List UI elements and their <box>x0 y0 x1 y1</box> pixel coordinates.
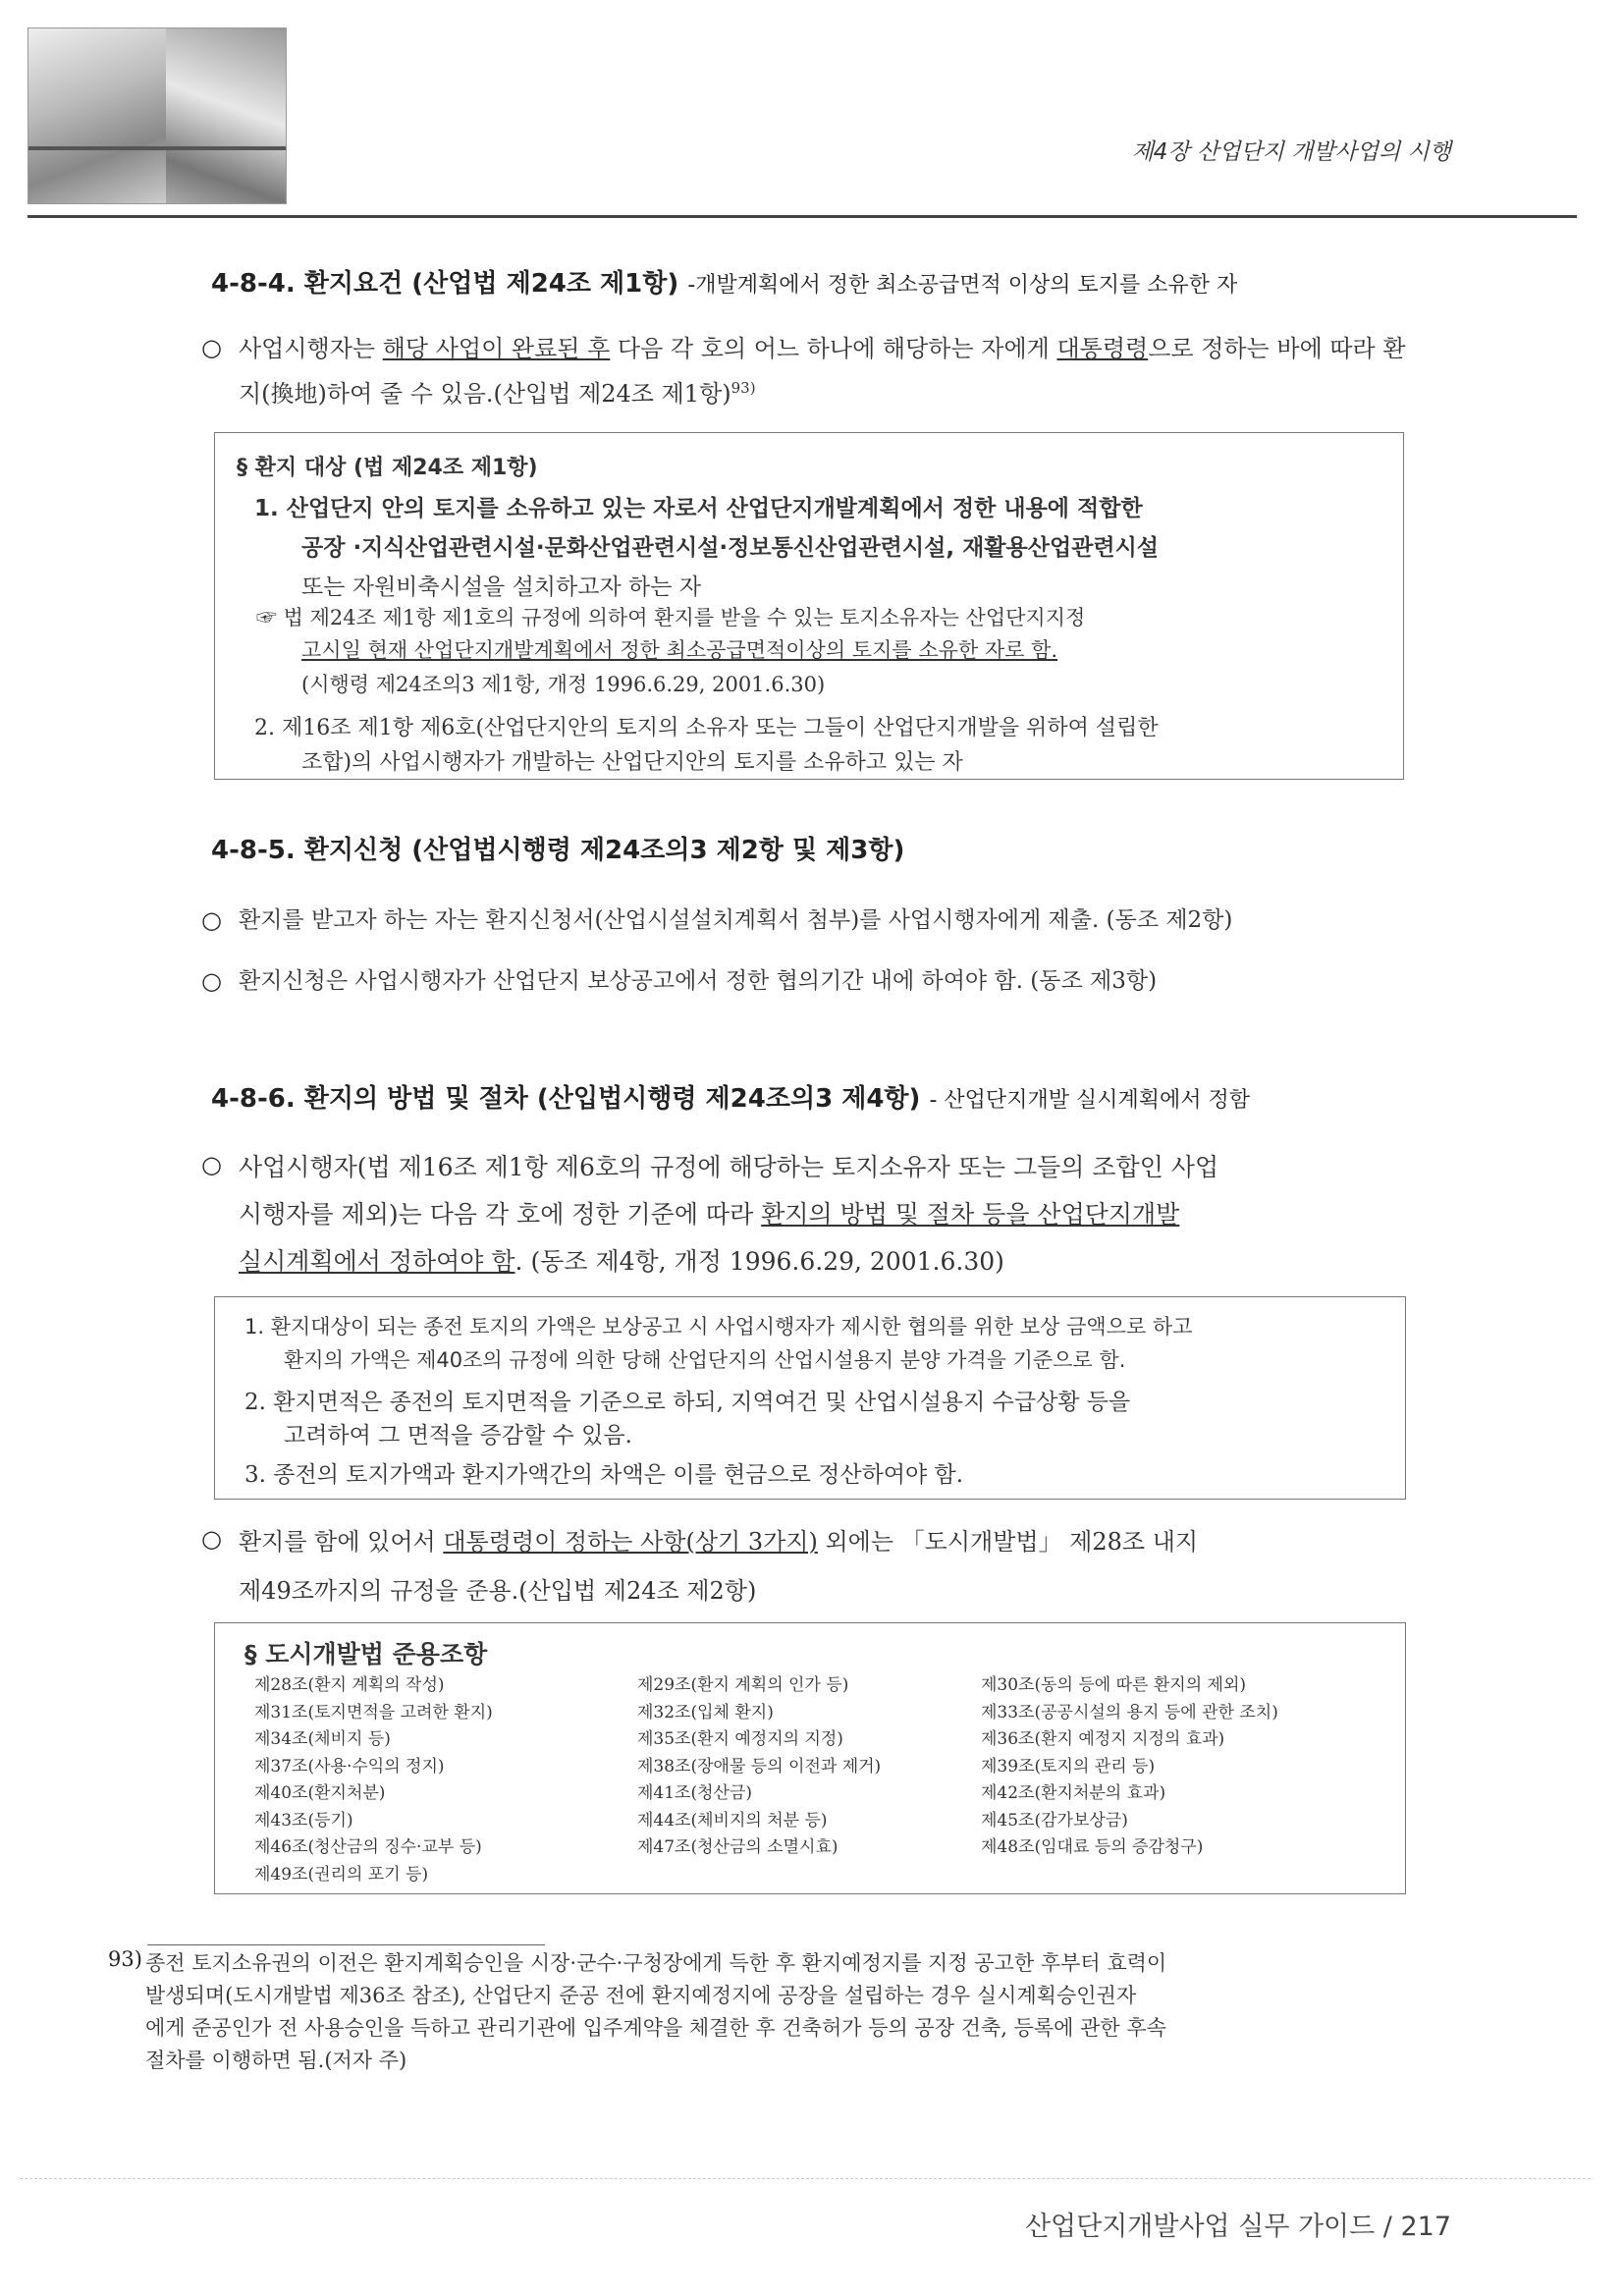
section-486-title: 4-8-6. 환지의 방법 및 절차 (산입법시행령 제24조의3 제4항) <box>211 1084 921 1114</box>
article-item: 제32조(입체 환지) <box>637 1702 774 1722</box>
article-item: 제48조(임대료 등의 증감청구) <box>981 1837 1204 1857</box>
eligibility-note-line-1: ☞ 법 제24조 제1항 제1호의 규정에 의하여 환지를 받을 수 있는 토지소유자는 산업단지지정 <box>256 606 1086 629</box>
footnote-rule <box>147 1944 545 1945</box>
bullet-marker: ○ <box>201 334 222 361</box>
bullet-marker: ○ <box>201 906 222 934</box>
article-item: 제46조(청산금의 징수·교부 등) <box>254 1837 482 1857</box>
section-484-title: 4-8-4. 환지요건 (산업법 제24조 제1항) <box>211 269 679 299</box>
article-item: 제40조(환지처분) <box>254 1783 386 1803</box>
section-484-heading <box>211 263 1237 300</box>
article-item: 제36조(환지 예정지 지정의 효과) <box>981 1729 1225 1749</box>
article-item: 제39조(토지의 관리 등) <box>981 1756 1156 1777</box>
eligibility-line-7: 2. 제16조 제1항 제6호(산업단지안의 토지의 소유자 또는 그들이 산업단지개발을 위하여 설립한 <box>254 716 1159 740</box>
article-item: 제45조(감가보상금) <box>981 1810 1128 1831</box>
article-item: 제41조(청산금) <box>637 1783 753 1803</box>
section-485-bullet-2: 환지신청은 사업시행자가 산업단지 보상공고에서 정한 협의기간 내에 하여야 함. (동조 제3항) <box>239 968 1158 994</box>
section-486-subtitle: - 산업단지개발 실시계획에서 정함 <box>929 1088 1250 1113</box>
eligibility-heading: § 환지 대상 (법 제24조 제1항) <box>237 456 538 480</box>
chapter-title: 제4장 산업단지 개발사업의 시행 <box>1131 139 1451 165</box>
eligibility-note-line-2: 고시일 현재 산업단지개발계획에서 정한 최소공급면적이상의 토지를 소유한 자로 함. <box>301 638 1058 662</box>
article-item: 제30조(동의 등에 따른 환지의 제외) <box>981 1675 1246 1695</box>
article-item: 제34조(체비지 등) <box>254 1729 391 1749</box>
eligibility-note-line-3: (시행령 제24조의3 제1항, 개정 1996.6.29, 2001.6.30) <box>301 673 826 696</box>
articles-col-3 <box>981 1672 1278 1862</box>
bullet-marker: ○ <box>201 1151 222 1178</box>
method-line-3: 2. 환지면적은 종전의 토지면적을 기준으로 하되, 지역여건 및 산업시설용지 수급상황 등을 <box>244 1390 1131 1415</box>
section-486-heading <box>211 1078 1250 1115</box>
method-line-1: 1. 환지대상이 되는 종전 토지의 가액은 보상공고 시 사업시행자가 제시한 협의를 위한 보상 금액으로 하고 <box>244 1315 1193 1339</box>
article-item: 제28조(환지 계획의 작성) <box>254 1675 445 1695</box>
footnote-text: 종전 토지소유권의 이전은 환지계획승인을 시장·군수·구청장에게 득한 후 환지예정지를 지정 공고한 후부터 효력이 발생되며(도시개발법 제36조 참조), 산업단지 준공 전에 환지예정지에 공장을 설립하는 경우 실시계획승인권자 에게 준공인가 전 사용승인을 득하고 관리기관에 입주계약을 체결한 후 건축허가 등의 공장 건축, 등록에 관한 후속 절차를 이행하면 됨.(저자 주) <box>145 1951 1167 2072</box>
articles-col-2 <box>637 1672 881 1862</box>
section-485-title: 4-8-5. 환지신청 (산업법시행령 제24조의3 제2항 및 제3항) <box>211 836 905 865</box>
section-486-bullet-1: 사업시행자(법 제16조 제1항 제6호의 규정에 해당하는 토지소유자 또는 그들의 조합인 사업 시행자를 제외)는 다음 각 호에 정한 기준에 따라 환지의 방법 및 절차 등을 산업단지개발 실시계획에서 정하여야 함. (동조 제4항, 개정 1996.6.29, 2001.6.30) <box>239 1153 1219 1276</box>
eligibility-line-3: 또는 자원비축시설을 설치하고자 하는 자 <box>301 574 701 600</box>
section-485-bullet-1: 환지를 받고자 하는 자는 환지신청서(산업시설설치계획서 첨부)를 사업시행자에게 제출. (동조 제2항) <box>239 907 1233 933</box>
page-footer: 산업단지개발사업 실무 가이드 / 217 <box>1024 2212 1451 2242</box>
article-item: 제49조(권리의 포기 등) <box>254 1864 429 1885</box>
eligibility-box <box>214 432 1404 780</box>
method-box <box>214 1296 1406 1500</box>
eligibility-line-8: 조합)의 사업시행자가 개발하는 산업단지안의 토지를 소유하고 있는 자 <box>301 750 963 775</box>
article-item: 제29조(환지 계획의 인가 등) <box>637 1675 849 1695</box>
article-item: 제43조(등기) <box>254 1810 353 1831</box>
article-item: 제35조(환지 예정지의 지정) <box>637 1729 843 1749</box>
bullet-marker: ○ <box>201 967 222 995</box>
bullet-marker: ○ <box>201 1525 222 1553</box>
article-item: 제37조(사용·수익의 정지) <box>254 1756 445 1777</box>
method-line-2: 환지의 가액은 제40조의 규정에 의한 당해 산업단지의 산업시설용지 분양 가격을 기준으로 함. <box>284 1348 1126 1372</box>
article-item: 제38조(장애물 등의 이전과 제거) <box>637 1756 882 1777</box>
header-photo-left <box>28 28 166 203</box>
article-item: 제33조(공공시설의 용지 등에 관한 조치) <box>981 1702 1278 1722</box>
method-line-5: 3. 종전의 토지가액과 환지가액간의 차액은 이를 현금으로 정산하여야 함. <box>244 1462 964 1488</box>
header-photo-bar <box>28 146 286 150</box>
section-486-bullet-2: 환지를 함에 있어서 대통령령이 정하는 사항(상기 3가지) 외에는 「도시개발법」 제28조 내지 제49조까지의 규정을 준용.(산입법 제24조 제2항) <box>239 1528 1199 1605</box>
footnote-number: 93) <box>108 1947 142 1971</box>
header-photo <box>27 27 287 204</box>
articles-col-1 <box>254 1672 493 1888</box>
eligibility-line-1: 1. 산업단지 안의 토지를 소유하고 있는 자로서 산업단지개발계획에서 정한 내용에 적합한 <box>254 496 1143 521</box>
article-item: 제44조(체비지의 처분 등) <box>637 1810 828 1831</box>
header-photo-right <box>166 28 286 203</box>
section-484-subtitle: -개발계획에서 정한 최소공급면적 이상의 토지를 소유한 자 <box>687 273 1238 298</box>
articles-box <box>214 1622 1406 1894</box>
footer-divider <box>20 2178 1591 2179</box>
method-line-4: 고려하여 그 면적을 증감할 수 있음. <box>284 1423 632 1449</box>
article-item: 제31조(토지면적을 고려한 환지) <box>254 1702 493 1722</box>
article-item: 제42조(환지처분의 효과) <box>981 1783 1166 1803</box>
header-rule <box>27 215 1577 218</box>
articles-heading: § 도시개발법 준용조항 <box>244 1640 488 1668</box>
article-item: 제47조(청산금의 소멸시효) <box>637 1837 839 1857</box>
section-484-bullet-1: 사업시행자는 해당 사업이 완료된 후 다음 각 호의 어느 하나에 해당하는 자에게 대통령령으로 정하는 바에 따라 환지(換地)하여 줄 수 있음.(산입법 제24조 제1항)$^{93)}$ <box>239 335 1406 408</box>
eligibility-line-2: 공장 ·지식산업관련시설·문화산업관련시설·정보통신산업관련시설, 재활용산업관련시설 <box>301 535 1160 561</box>
